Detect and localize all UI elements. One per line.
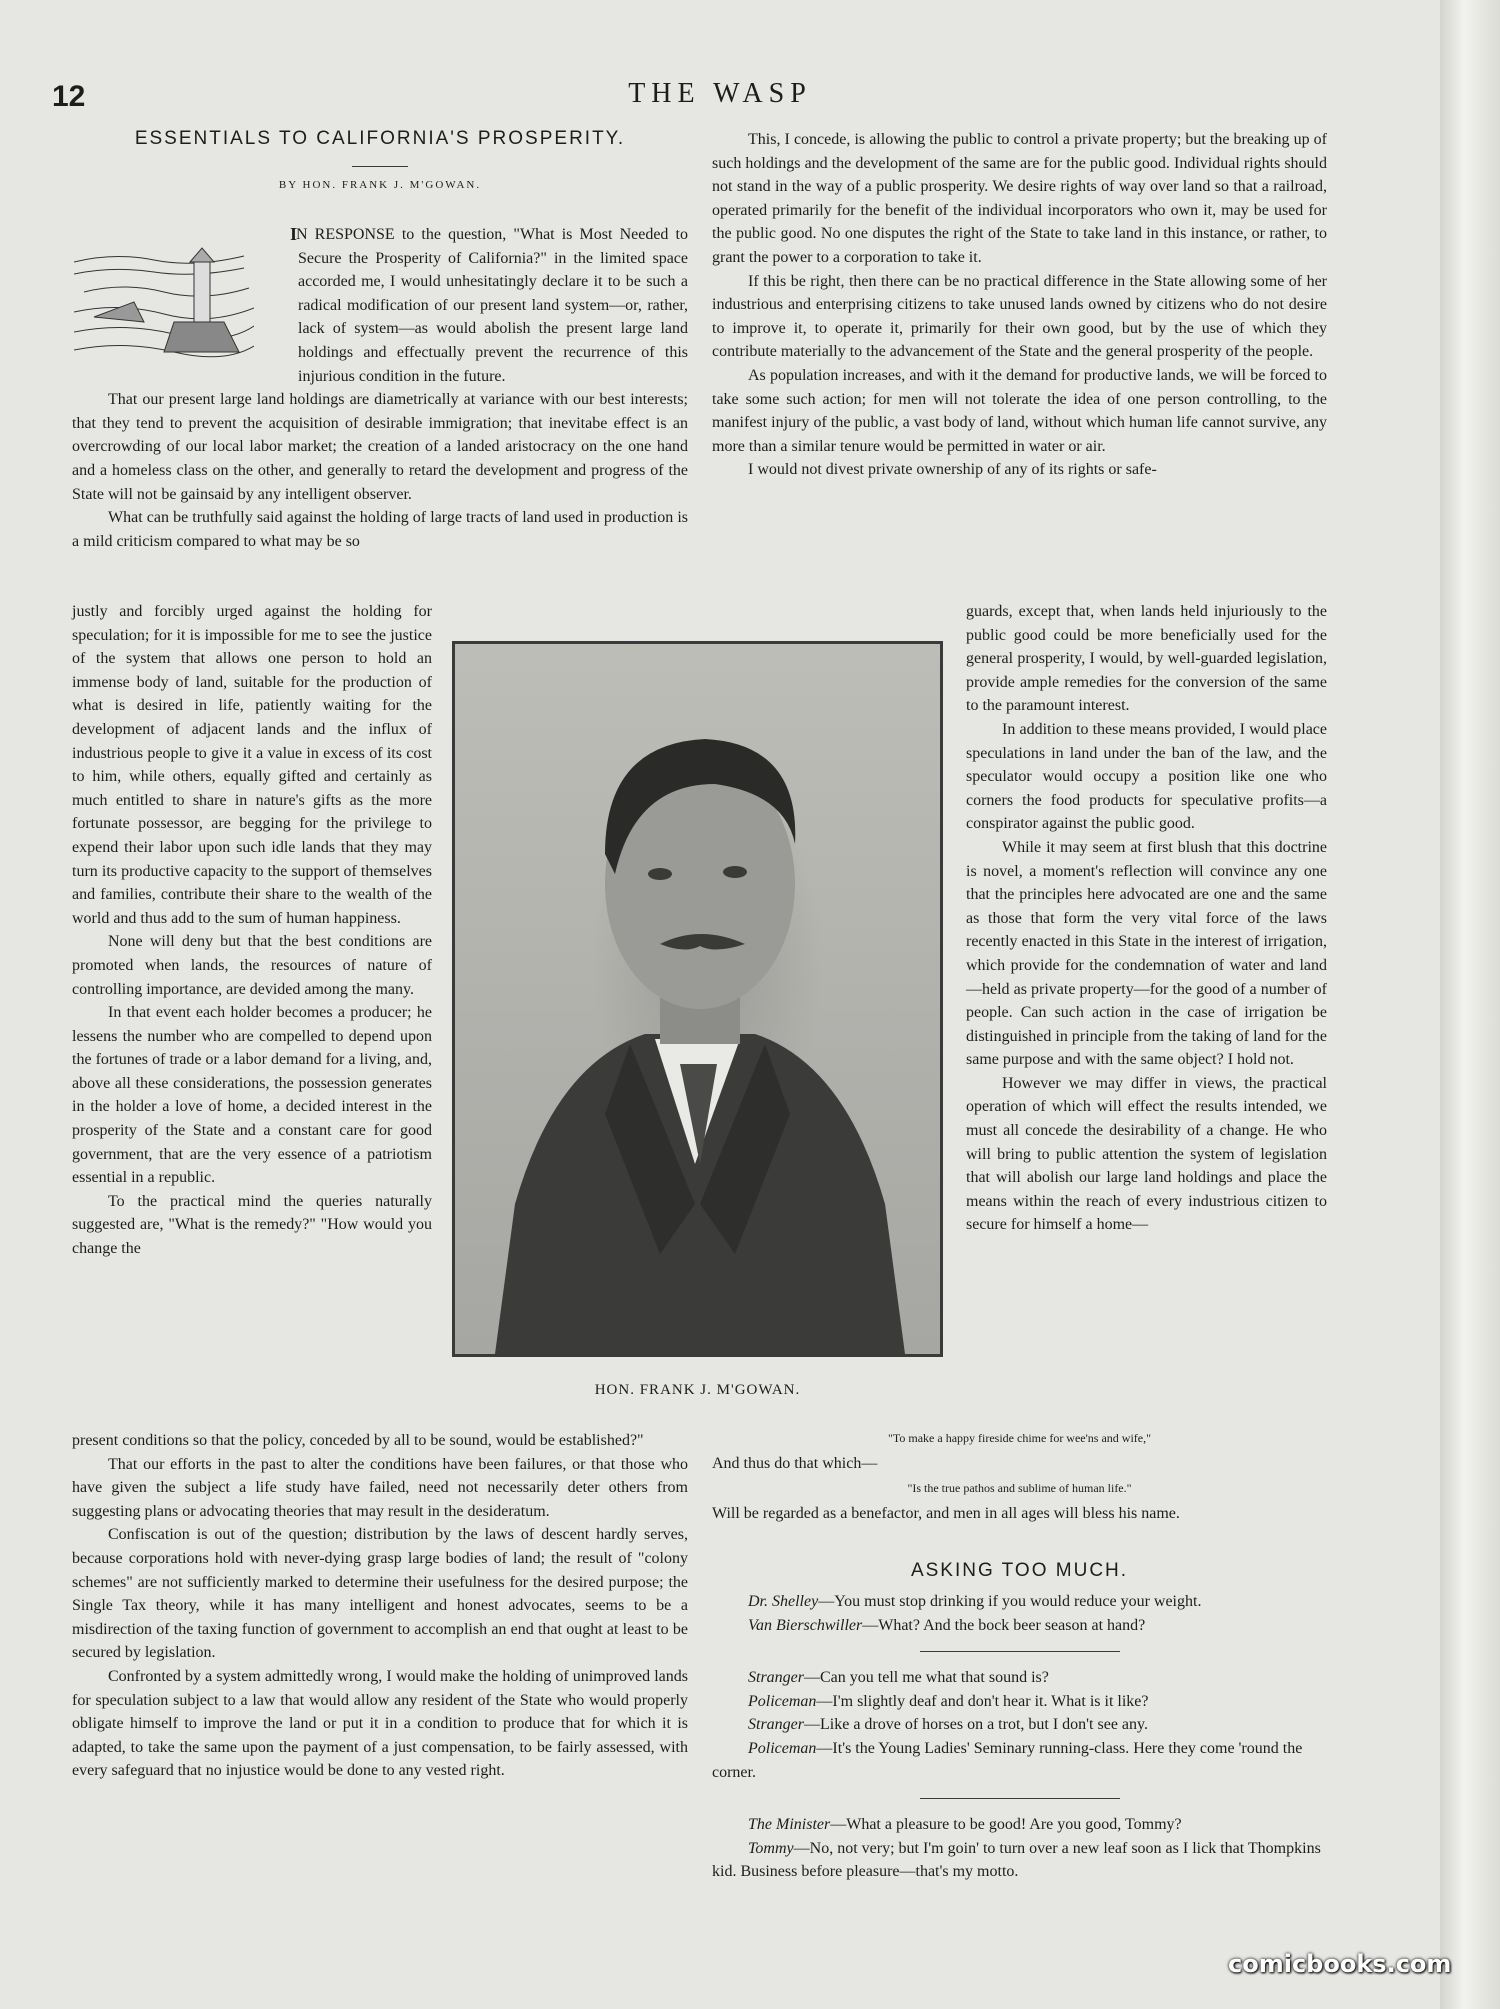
paragraph-7: That our efforts in the past to alter the conditions have been failures, or that those who have given the subject a life study have failed, need not necessarily deter others from suggesting plans or advocating theories that may result in the desideratum. xyxy=(72,1455,688,1520)
paragraph-3b: justly and forcibly urged against the holding for speculation; for it is impossible for me to see the justice of the system that allows one person to hold an immense body of land, suitable for the production of what is desired in life, patiently waiting for the development of adjacent lands and the influx of industrious people to give it a value in excess of its cost to him, while others, equally gifted and certainly as much entitled to share in nature's gifts as the more fortunate possessor, are begging for the privilege to expend their labor upon such idle lands that they may turn its productive capacity to the support of themselves and families, contribute their share to the wealth of the world and thus add to the sum of human happiness. xyxy=(72,603,432,927)
verse-2: "Is the true pathos and sublime of human life." xyxy=(907,1480,1132,1495)
dialog-line: Dr. Shelley—You must stop drinking if you would reduce your weight. xyxy=(748,1593,1202,1610)
article-left-text-top xyxy=(72,223,688,553)
photo-caption: HON. FRANK J. M'GOWAN. xyxy=(594,1382,801,1398)
paragraph-6a: To the practical mind the queries naturally suggested are, "What is the remedy?" "How would you change the xyxy=(72,1192,432,1258)
section-rule xyxy=(920,1798,1120,1799)
dialog-1 xyxy=(712,1590,1327,1637)
portrait-photo xyxy=(452,641,943,1357)
paragraph-8: Confiscation is out of the question; distribution by the laws of descent hardly serves, because corporations hold with never-dying grasp large bodies of land; the result of "colony schemes" are not sufficiently marked to determine their usefulness for the desired purpose; the Single Tax theory, while it has many intelligent and honest advocates, seems to be a misdirection of the taxing function of government to accomplish an end that ought at least to be secured by legislation. xyxy=(72,1526,688,1662)
dialog-line: Tommy—No, not very; but I'm goin' to turn over a new leaf soon as I lick that Thompkins kid. Business before pleasure—that's my motto. xyxy=(712,1839,1321,1881)
dialog-3 xyxy=(712,1813,1327,1884)
verse-1: "To make a happy fireside chime for wee'ns and wife," xyxy=(887,1431,1152,1445)
paragraph-4: None will deny but that the best conditions are promoted when lands, the resources of nature of controlling importance, are devided among the many. xyxy=(72,933,432,998)
paragraph-3a: What can be truthfully said against the holding of large tracts of land used in production is a mild criticism compared to what may be so xyxy=(72,509,688,550)
watermark: comicbooks.com xyxy=(1228,1950,1452,1978)
dialog-line: Stranger—Can you tell me what that sound is? xyxy=(748,1669,1049,1687)
masthead: THE WASP xyxy=(628,78,812,109)
dialog-line: The Minister—What a pleasure to be good! Are you good, Tommy? xyxy=(748,1816,1182,1834)
paragraph-r7: However we may differ in views, the practical operation of which will effect the results intended, we must all concede the desirability of a change. He who will bring to public attention the system of legislation that will abolish our large land holdings and place the means within the reach of every industrious citizen to secure for himself a home— xyxy=(966,1074,1327,1234)
article-left-text-bottom xyxy=(72,1429,688,1783)
paragraph-r4b: guards, except that, when lands held injuriously to the public good could be more beneficially used for the general prosperity, I would, by well-guarded legislation, provide ample remedies for the conversion of the same to the paramount interest. xyxy=(966,603,1327,715)
and-thus-line: And thus do that which— xyxy=(712,1455,878,1472)
article-title-block xyxy=(72,128,688,191)
dialog-line: Policeman—It's the Young Ladies' Seminary running-class. Here they come 'round the corner. xyxy=(712,1739,1303,1781)
closing-block xyxy=(712,1430,1327,1525)
dialog-2 xyxy=(712,1666,1327,1784)
dialog-line: Stranger—Like a drove of horses on a trot, but I don't see any. xyxy=(748,1716,1148,1734)
paragraph-5: In that event each holder becomes a producer; he lessens the number who are compelled to depend upon the fortunes of trade or a labor demand for a living, and, above all these considerations, the possession generates in the holder a love of home, a decided interest in the prosperity of the State and a constant care for good government, that are the very essence of a patriotism essential in a republic. xyxy=(72,1004,432,1187)
paragraph-r2: If this be right, then there can be no practical difference in the State allowing some of her industrious and enterprising citizens to take unused lands owned by citizens who do not desire to improve it, to operate it, primarily for their own good, but by the use of which they contribute materially to the advancement of the State and the general prosperity of the people. xyxy=(712,272,1327,361)
article-right-text-top xyxy=(712,128,1327,482)
paragraph-6b: present conditions so that the policy, conceded by all to be sound, would be established?" xyxy=(72,1432,644,1449)
paragraph-r3: As population increases, and with it the demand for productive lands, we will be forced to take some such action; for men will not tolerate the idea of one person controlling, to the manifest injury of the public, a vast body of land, without which human life cannot survive, any more than a similar tenure would be permitted in water or air. xyxy=(712,366,1327,455)
page-number: 12 xyxy=(52,80,86,113)
dialog-line: Policeman—I'm slightly deaf and don't hear it. What is it like? xyxy=(748,1692,1149,1710)
byline: BY HON. FRANK J. M'GOWAN. xyxy=(278,179,482,191)
article-right-wrap xyxy=(966,600,1327,1237)
paragraph-2: That our present large land holdings are diametrically at variance with our best interests; that they tend to prevent the acquisition of desirable immigration; that inevitabe effect is an overcrowding of our local labor market; the creation of a landed aristocracy on the one hand and a homeless class on the other, and generally to retard the development and progress of the State will not be gainsaid by any intelligent observer. xyxy=(72,391,688,503)
article-title: ESSENTIALS TO CALIFORNIA'S PROSPERITY. xyxy=(134,128,626,149)
title-rule xyxy=(352,166,408,167)
paragraph-r5: In addition to these means provided, I would place speculations in land under the ban of the law, and the speculator would occupy a position like one who corners the food products for speculative profits—a conspirator against the public good. xyxy=(966,720,1327,833)
paragraph-9: Confronted by a system admittedly wrong, I would make the holding of unimproved lands for speculation subject to a law that would allow any resident of the State who would properly obligate himself to improve the land or put it in a condition to produce that for which it is adapted, to take the same upon the payment of a just compensation, to be fairly assessed, with every safeguard that no injustice would be done to any vested right. xyxy=(72,1667,688,1780)
page-edge xyxy=(1440,0,1500,2009)
paragraph-r4a: I would not divest private ownership of any of its rights or safe- xyxy=(748,461,1157,479)
article-left-wrap xyxy=(72,600,432,1261)
sidebar-title: ASKING TOO MUCH. xyxy=(910,1560,1129,1581)
closing-line: Will be regarded as a benefactor, and men in all ages will bless his name. xyxy=(712,1504,1180,1522)
section-rule xyxy=(920,1651,1120,1652)
sidebar-asking-too-much xyxy=(712,1560,1327,1884)
paragraph-r1: This, I concede, is allowing the public to control a private property; but the breaking up of such holdings and the development of the same are for the public good. Individual rights should not stand in the way of a public prosperity. We desire rights of way over land so that a railroad, operated primarily for the benefit of the individual incorporators who own it, may be used for the public good. No one disputes the right of the State to take land in this instance, or rather, to grant the power to a corporation to take it. xyxy=(712,131,1327,266)
paragraph-r6: While it may seem at first blush that this doctrine is novel, a moment's reflection will convince any one that the principles here advocated are one and the same as those that form the very vital force of the laws recently enacted in this State in the interest of irrigation, which provide for the condemnation of water and land—held as private property—for the good of a number of people. Can such action in the case of irrigation be distinguished in principle from the taking of land for the same purpose and with the same object? I hold not. xyxy=(966,838,1327,1069)
portrait-illustration xyxy=(455,644,940,1354)
dialog-line: Van Bierschwiller—What? And the bock beer season at hand? xyxy=(748,1616,1146,1634)
paragraph-1: I N RESPONSE to the question, "What is Most Needed to Secure the Prosperity of California?" in the limited space accorded me, I would unhesitatingly declare it to be such a radical modification of our present land system—or, rather, lack of system—as would abolish the present large land holdings and effectually prevent the recurrence of this injurious condition in the future. xyxy=(290,224,688,385)
